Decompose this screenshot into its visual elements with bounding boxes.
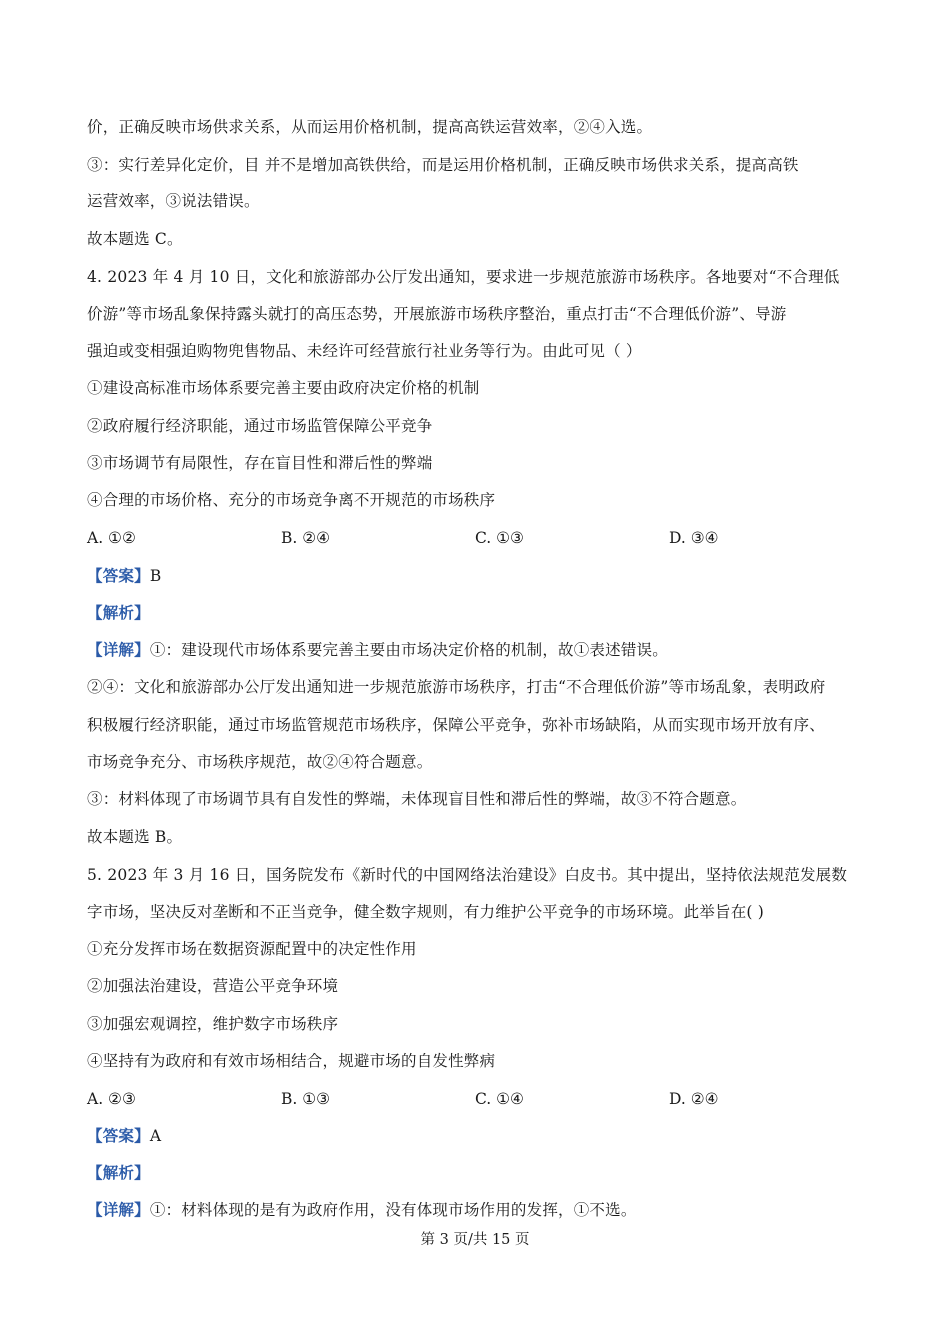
q4-option-c: C. ①③ xyxy=(475,529,524,547)
q5-detail-label: 【详解】 xyxy=(87,1200,150,1219)
q5-analysis-label: 【解析】 xyxy=(87,1163,150,1182)
q4-analysis-heading xyxy=(87,603,872,623)
q5-statement-2: ②加强法治建设，营造公平竞争环境 xyxy=(87,977,339,995)
q4-analysis-label: 【解析】 xyxy=(87,603,150,622)
q5-stem-line-1: 5. 2023 年 3 月 16 日，国务院发布《新时代的中国网络法治建设》白皮书。其中提出，坚持依法规范发展数 xyxy=(87,866,848,884)
q5-answer-value: A xyxy=(149,1127,162,1145)
q5-statement-4: ④坚持有为政府和有效市场相结合，规避市场的自发性弊病 xyxy=(87,1052,496,1070)
q4-stem-line-1: 4. 2023 年 4 月 10 日，文化和旅游部办公厅发出通知，要求进一步规范旅游市场秩序。各地要对“不合理低 xyxy=(87,268,840,286)
q5-option-d: D. ②④ xyxy=(669,1090,719,1108)
q5-option-b: B. ①③ xyxy=(281,1090,331,1108)
q4-option-a: A. ①② xyxy=(87,529,136,547)
q4-option-d: D. ③④ xyxy=(669,529,719,547)
q4-detail-line-4: 市场竞争充分、市场秩序规范，故②④符合题意。 xyxy=(87,753,433,771)
q3-text-line-1: 价，正确反映市场供求关系，从而运用价格机制，提高高铁运营效率，②④入选。 xyxy=(87,118,653,136)
q4-detail-line-5: ③：材料体现了市场调节具有自发性的弊端，未体现盲目性和滞后性的弊端，故③不符合题意。 xyxy=(87,790,747,808)
q4-option-b: B. ②④ xyxy=(281,529,331,547)
q5-analysis-heading xyxy=(87,1163,872,1183)
q5-option-a: A. ②③ xyxy=(87,1090,136,1108)
q4-stem-line-3: 强迫或变相强迫购物兜售物品、未经许可经营旅行社业务等行为。由此可见（ ） xyxy=(87,342,642,360)
q3-conclusion: 故本题选 C。 xyxy=(87,230,183,248)
q4-statement-3: ③市场调节有局限性，存在盲目性和滞后性的弊端 xyxy=(87,454,433,472)
q4-detail-line-1 xyxy=(87,640,872,660)
q4-detail-text-1: ①：建设现代市场体系要完善主要由市场决定价格的机制，故①表述错误。 xyxy=(149,641,668,659)
q4-statement-1: ①建设高标准市场体系要完善主要由政府决定价格的机制 xyxy=(87,379,480,397)
q5-option-c: C. ①④ xyxy=(475,1090,524,1108)
q5-answer xyxy=(87,1126,872,1146)
q3-text-line-3: 运营效率，③说法错误。 xyxy=(87,192,260,210)
q5-statement-3: ③加强宏观调控，维护数字市场秩序 xyxy=(87,1015,339,1033)
q4-detail-line-2: ②④：文化和旅游部办公厅发出通知进一步规范旅游市场秩序，打击“不合理低价游”等市场乱象，表明政府 xyxy=(87,678,826,696)
page-number-footer: 第 3 页/共 15 页 xyxy=(420,1232,530,1248)
q4-detail-label: 【详解】 xyxy=(87,640,150,659)
q4-statement-4: ④合理的市场价格、充分的市场竞争离不开规范的市场秩序 xyxy=(87,491,496,509)
q4-detail-line-3: 积极履行经济职能，通过市场监管规范市场秩序，保障公平竞争，弥补市场缺陷，从而实现市场开放有序、 xyxy=(87,716,825,734)
q3-text-line-2: ③：实行差异化定价，目 并不是增加高铁供给，而是运用价格机制，正确反映市场供求关系，提高高铁 xyxy=(87,156,799,174)
q4-answer xyxy=(87,566,872,586)
q4-stem-line-2: 价游”等市场乱象保持露头就打的高压态势，开展旅游市场秩序整治，重点打击“不合理低价游”、导游 xyxy=(87,305,787,323)
q4-statement-2: ②政府履行经济职能，通过市场监管保障公平竞争 xyxy=(87,417,433,435)
q5-detail-text-1: ①：材料体现的是有为政府作用，没有体现市场作用的发挥，①不选。 xyxy=(149,1201,637,1219)
q5-statement-1: ①充分发挥市场在数据资源配置中的决定性作用 xyxy=(87,940,417,958)
q4-answer-value: B xyxy=(149,567,162,585)
q5-detail-line-1 xyxy=(87,1200,872,1220)
q5-answer-label: 【答案】 xyxy=(87,1126,150,1145)
q5-stem-line-2: 字市场，坚决反对垄断和不正当竞争，健全数字规则，有力维护公平竞争的市场环境。此举旨在( ) xyxy=(87,903,765,921)
q4-answer-label: 【答案】 xyxy=(87,566,150,585)
q4-conclusion: 故本题选 B。 xyxy=(87,828,183,846)
